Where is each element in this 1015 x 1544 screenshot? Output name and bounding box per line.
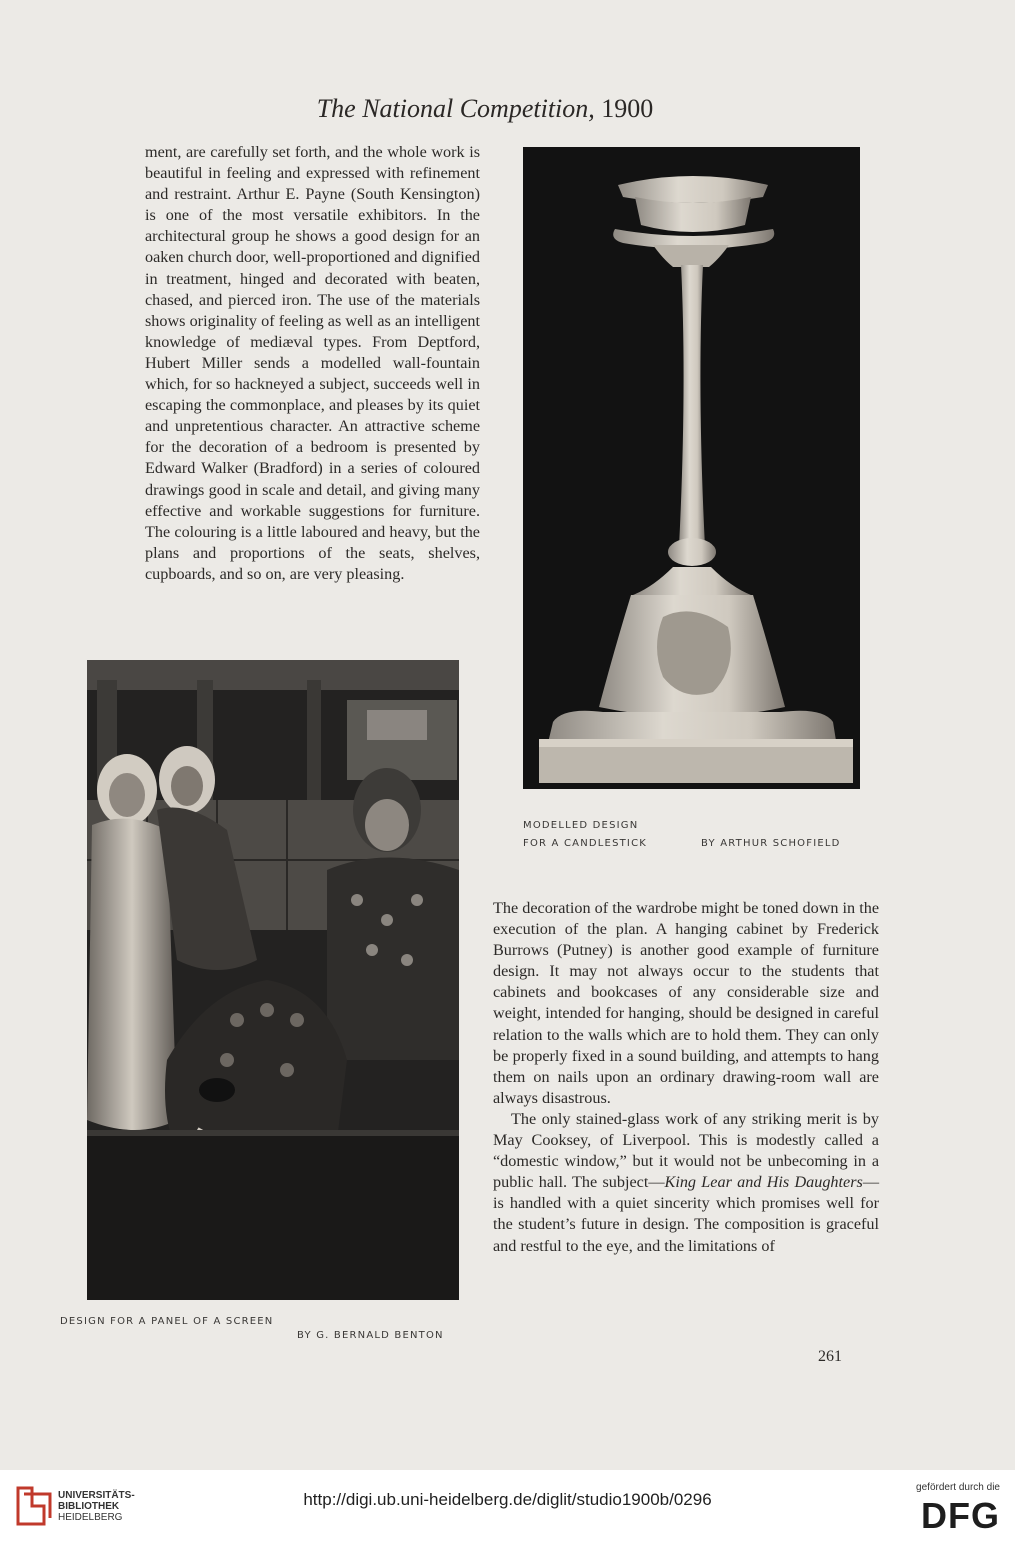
screen-panel-credit: BY G. BERNALD BENTON (297, 1330, 444, 1341)
candlestick-credit: BY ARTHUR SCHOFIELD (701, 838, 841, 849)
body-text-left-column (145, 142, 480, 585)
screen-panel-image (87, 660, 459, 1300)
paragraph: ment, are carefully set forth, and the whole work is beautiful in feeling and expressed with refinement and restraint. Arthur E. Payne (South Kensington) is one of the most versatile exhibitors. In the architectural group he shows a good design for an oaken church door, well-proportioned and dignified in treatment, hinged and decorated with beaten, chased, and pierced iron. The use of the materials shows originality of feeling as well as an intelligent knowledge of mediæval types. From Deptford, Hubert Miller sends a modelled wall-fountain which, for so hackneyed a subject, succeeds well in escaping the commonplace, and pleases by its quiet and unpretentious character. An attractive scheme for the decoration of a bedroom is presented by Edward Walker (Bradford) in a series of coloured drawings good in scale and detail, and giving many effective and workable suggestions for furniture. The colouring is a little laboured and heavy, but the plans and proportions of the seats, shelves, cupboards, and so on, are very pleasing. (145, 143, 480, 583)
university-library-name: UNIVERSITÄTS- BIBLIOTHEK HEIDELBERG (58, 1490, 135, 1523)
candlestick-illustration (523, 147, 860, 789)
paragraph: The only stained-glass work of any striking merit is by May Cooksey, of Liverpool. This is modestly called a “domestic window,” but it would not be unbecoming in a public hall. The subject—King Lear and His Daughters—is handled with a quiet sincerity which promises well for the student’s future in design. The composition is graceful and restful to the eye, and the limitations of (493, 1109, 879, 1255)
dfg-logo: DFG (921, 1495, 1000, 1536)
candlestick-image (523, 147, 860, 789)
candlestick-caption-line-2: FOR A CANDLESTICK (523, 838, 648, 849)
funded-by-label: gefördert durch die (916, 1482, 1000, 1493)
screen-panel-caption: DESIGN FOR A PANEL OF A SCREEN (60, 1316, 274, 1327)
screen-panel-illustration (87, 660, 459, 1300)
page-title: The National Competition, 1900 (316, 94, 654, 123)
body-text-right-column (493, 898, 879, 1257)
source-url-link[interactable]: http://digi.ub.uni-heidelberg.de/diglit/studio1900b/0296 (303, 1490, 712, 1509)
page-number: 261 (818, 1348, 842, 1365)
candlestick-caption-line-1: MODELLED DESIGN (523, 820, 639, 831)
paragraph: The decoration of the wardrobe might be toned down in the execution of the plan. A hanging cabinet by Frederick Burrows (Putney) is another good example of furniture design. It may not always occur to the students that cabinets and bookcases of any considerable size and weight, intended for hanging, should be designed in careful relation to the walls which are to hold them. They can only be properly fixed in a sound building, and attempts to hang them on nails upon an ordinary drawing-room wall are always disastrous. (493, 899, 879, 1107)
